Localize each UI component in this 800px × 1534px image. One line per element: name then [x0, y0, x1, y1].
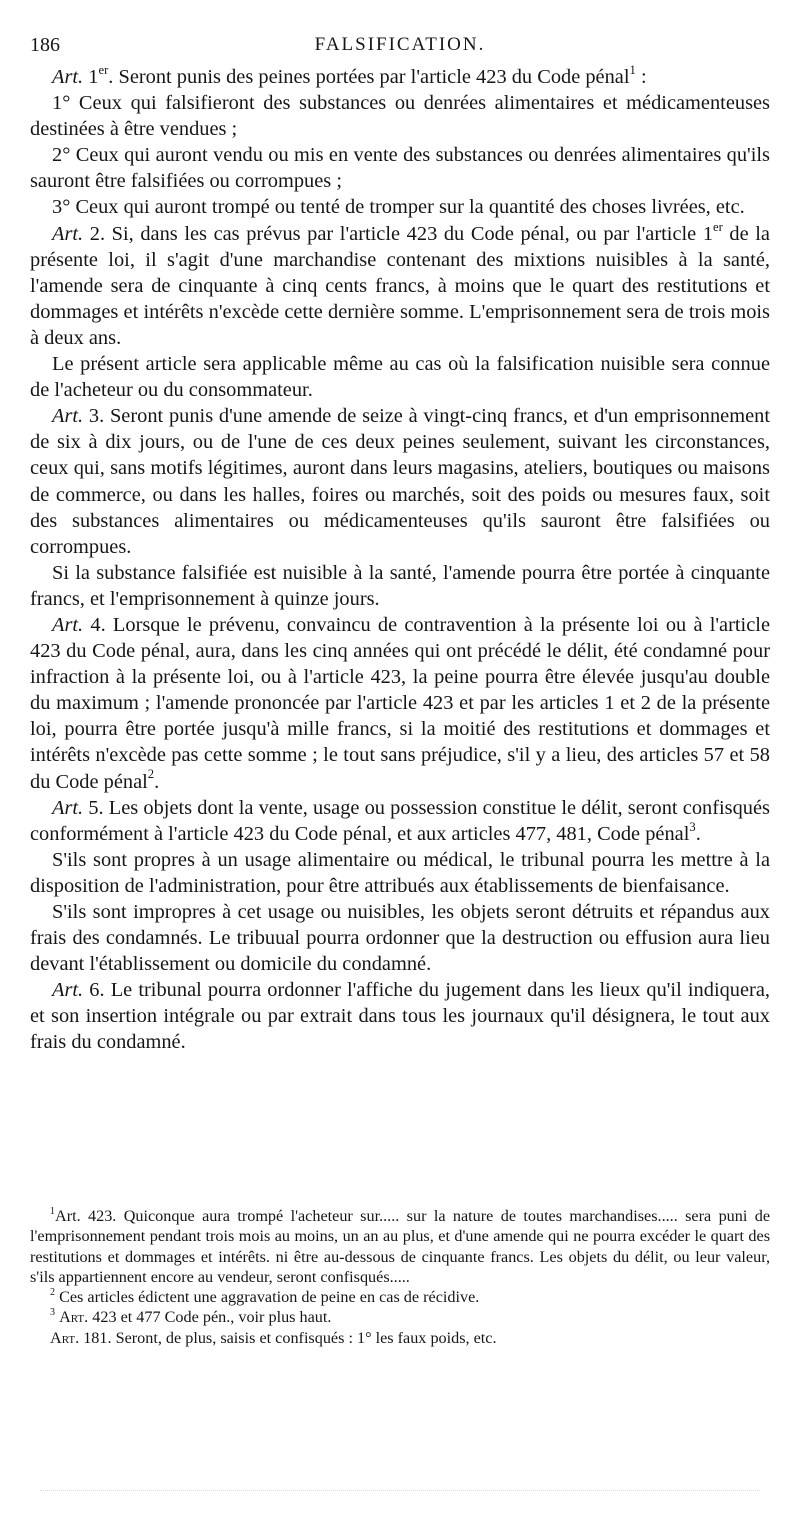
footnote-2: [30, 1287, 770, 1307]
article-6: [30, 977, 770, 1055]
article-number: 4: [90, 613, 101, 636]
page-body: [30, 64, 770, 1056]
footnote-ref: 2: [147, 767, 155, 782]
footnote-text: 181. Seront, de plus, saisis et confisqués : 1° les faux poids, etc.: [79, 1328, 497, 1347]
article-number: 3: [88, 405, 100, 428]
article-text-end: .: [695, 822, 701, 845]
running-title: FALSIFICATION.: [314, 34, 486, 55]
footnote-text: Ces articles édictent une aggravation de peine en cas de récidive.: [55, 1288, 480, 1307]
footnote-text: Art. 423. Quiconque aura trompé l'acheteur sur..... sur la nature de toutes marchandises..... sera puni de l'emprisonnement pendant trois mois au moins, un an au plus, et d'une amende qui ne pourra excéder le quart des restitutions et dommages et intérêts. ni être au-dessous de cinquante francs. Les objets du délit, ou leur valeur, s'ils appartiennent encore au vendeur, seront confisqués.....: [30, 1207, 770, 1286]
article-4: [30, 612, 770, 795]
article-2-paragraph: Le présent article sera applicable même au cas où la falsification nuisible sera connue de l'acheteur ou du consommateur.: [30, 353, 770, 402]
page-number: 186: [30, 34, 60, 56]
article-text: . Si, dans les cas prévus par l'article 423 du Code pénal, ou par l'article 1: [99, 222, 714, 245]
article-1-item-3: 3° Ceux qui auront trompé ou tenté de tromper sur la quantité des choses livrées, etc.: [52, 196, 745, 219]
footnote-text: 423 et 477 Code pén., voir plus haut.: [88, 1308, 332, 1327]
article-label: Art.: [52, 979, 84, 1002]
footnote-1: [30, 1206, 770, 1287]
footnote-continuation: [30, 1328, 770, 1348]
article-label: Art.: [52, 613, 84, 636]
article-text-cont: de la présente loi, il s'agit d'une marchandise contenant des mixtions nuisibles à la santé, l'amende sera de cinquante à cinq cents francs, à moins que le quart des restitutions et dommages et intérêts n'excède cette dernière somme. L'emprisonnement sera de trois mois à deux ans.: [30, 222, 770, 349]
footnote-ref: 1: [629, 62, 636, 77]
ordinal-superscript: er: [98, 62, 109, 77]
article-5: [30, 795, 770, 847]
footnote-mark: 1: [50, 1205, 56, 1217]
article-text: . Seront punis d'une amende de seize à vingt-cinq francs, et d'un emprisonnement de six à dix jours, ou de l'une de ces deux peines seulement, suivant les circonstances, ceux qui, sans motifs légitimes, auront dans leurs magasins, ateliers, boutiques ou maisons de commerce, ou dans les halles, foires ou marchés, soit des poids ou mesures faux, soit des substances alimentaires ou médicamenteuses qu'ils sauront être falsifiées ou corrompues.: [30, 405, 770, 558]
article-1-item-2: 2° Ceux qui auront vendu ou mis en vente des substances ou denrées alimentaires qu'ils sauront être falsifiées ou corrompues ;: [30, 144, 770, 193]
article-number: 2: [89, 222, 100, 245]
footnote-mark: 2: [50, 1286, 56, 1298]
article-2: [30, 221, 770, 351]
footnotes: [30, 1206, 770, 1348]
footnote-label: Art.: [50, 1328, 80, 1347]
article-number: 1: [88, 66, 99, 88]
article-text: . Les objets dont la vente, usage ou possession constitue le délit, seront confisqués conformément à l'article 423 du Code pénal, et aux articles 477, 481, Code pénal: [30, 796, 770, 845]
article-label: Art.: [52, 222, 84, 245]
article-3: [30, 403, 770, 560]
page-header: [30, 30, 770, 60]
article-label: Art.: [52, 405, 84, 428]
footnote-label: Art.: [59, 1308, 89, 1327]
article-5-paragraph-1: S'ils sont propres à un usage alimentaire ou médical, le tribunal pourra les mettre à la disposition de l'administration, pour être attribués aux établissements de bienfaisance.: [30, 848, 770, 897]
article-text: . Seront punis des peines portées par l'article 423 du Code pénal: [108, 66, 630, 88]
article-text: . Le tribunal pourra ordonner l'affiche du jugement dans les lieux qu'il indiquera, et son insertion intégrale ou par extrait dans tous les journaux qu'il désignera, le tout aux frais du condamné.: [30, 979, 770, 1054]
article-3-paragraph: Si la substance falsifiée est nuisible à la santé, l'amende pourra être portée à cinquante francs, et l'emprisonnement à quinze jours.: [30, 561, 770, 610]
article-5-paragraph-2: S'ils sont impropres à cet usage ou nuisibles, les objets seront détruits et répandus aux frais des condamnés. Le tribuual pourra ordonner que la destruction ou effusion aura lieu devant l'établissement ou domicile du condamné.: [30, 901, 770, 976]
article-number: 5: [88, 796, 99, 819]
scan-specks: [40, 1490, 760, 1505]
article-text-end: :: [635, 66, 647, 88]
footnote-ref: 3: [689, 819, 696, 834]
article-text: . Lorsque le prévenu, convaincu de contravention à la présente loi ou à l'article 423 du Code pénal, aura, dans les cinq années qui ont précédé le délit, été condamné pour infraction à la présente loi, ou à l'article 423, la peine pourra être élevée jusqu'au double du maximum ; l'amende prononcée par l'article 423 et par les articles 1 et 2 de la présente loi, pourra être portée jusqu'à mille francs, si la moitié des restitutions et dommages et intérêts n'excède pas cette somme ; le tout sans préjudice, s'il y a lieu, des articles 57 et 58 du Code pénal: [30, 613, 770, 793]
ordinal-superscript: er: [713, 219, 723, 234]
article-text-end: .: [154, 770, 160, 793]
article-label: Art.: [52, 796, 84, 819]
footnote-mark: 3: [50, 1307, 56, 1319]
article-number: 6: [89, 979, 100, 1002]
article-1-item-1: 1° Ceux qui falsifieront des substances ou denrées alimentaires et médicamenteuses destinées à être vendues ;: [30, 92, 770, 141]
article-label: Art.: [52, 66, 84, 88]
article-1: [30, 64, 770, 90]
footnote-3: [30, 1307, 770, 1327]
